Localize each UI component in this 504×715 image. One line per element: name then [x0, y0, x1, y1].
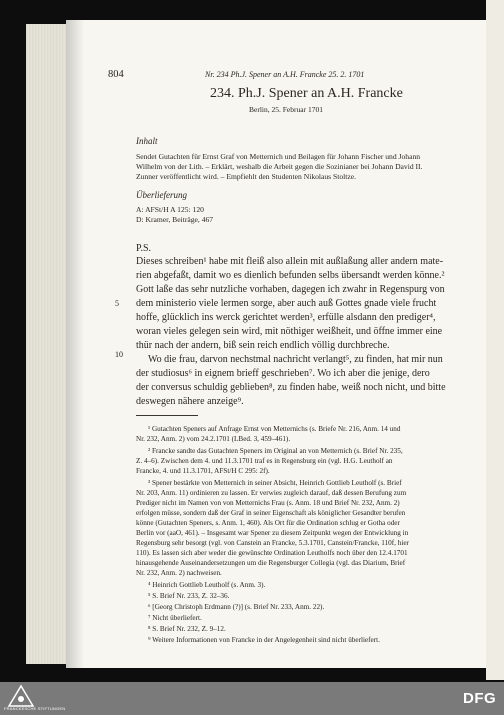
footnote-line: könne (Gutachten Speners, s. Anm. 1, 460). Als Ort für die Ordination schlug er Gotha oder [136, 519, 400, 527]
body-line: deswegen nähere anzeige⁹. [136, 396, 244, 407]
body-line: Wo die frau, darvon nechstmal nachricht verlangt⁵, zu finden, hat mir nun [148, 354, 443, 365]
right-margin-strip [486, 0, 504, 680]
footnote-line: erfolgen müsse, sondern daß der Graf in seiner Eigenschaft als königlicher Gesandter berufen [136, 509, 406, 517]
letter-dateline: Berlin, 25. Februar 1701 [249, 105, 323, 114]
body-line: der conversus schuldig geblieben⁸, zu finden habe, weiß noch nicht, und bitte [136, 382, 446, 393]
footnote-line: ² Francke sandte das Gutachten Speners im Original an von Metternich (s. Brief Nr. 235, [148, 447, 403, 455]
footnote-line: ⁸ S. Brief Nr. 232, Z. 9–12. [148, 625, 226, 633]
body-line: hoffe, glücklich ins werck gerichtet werden³, erfülle alsdann den prediger⁴, [136, 312, 436, 323]
footnote-line: Nr. 203, Anm. 11) ordinieren zu lassen. Er verwies zugleich darauf, daß dessen Berufung zum [136, 489, 407, 497]
body-line: thür nach der andern, biß sein reich endlich völlig durchbreche. [136, 340, 390, 351]
letter-title: 234. Ph.J. Spener an A.H. Francke [210, 86, 403, 101]
postscript-label: P.S. [136, 243, 152, 254]
line-number: 5 [115, 299, 119, 308]
footer-bar [0, 682, 504, 715]
gutter-shadow [66, 20, 84, 668]
footnote-line: hinausgehende Auseinandersetzungen um die Regensburger Collegia (vgl. das Diarium, Brief [136, 559, 406, 567]
footnote-line: Nr. 232, Anm. 2) nachweisen. [136, 569, 222, 577]
footnote-line: ⁴ Heinrich Gottlieb Leutholf (s. Anm. 3). [148, 581, 266, 589]
footnote-line: ⁵ S. Brief Nr. 233, Z. 32–36. [148, 592, 230, 600]
running-head: Nr. 234 Ph.J. Spener an A.H. Francke 25. 2. 1701 [205, 70, 365, 79]
body-line: woran vieles gelegen sein wird, mit nöthiger weißheit, und öffne immer eine [136, 326, 443, 337]
ueberlieferung-line: A: AFSt/H A 125: 120 [136, 205, 204, 214]
body-line: Dieses schreiben¹ habe mit fleiß also allein mit außlaßung aller andern mate- [136, 256, 444, 267]
library-name: FRANCKESCHE STIFTUNGEN [4, 706, 66, 711]
inhalt-line: Wilhelm von der Lith. – Erklärt, weshalb die Arbeit gegen die Sozinianer bei Johann David II. [136, 162, 423, 171]
body-line: rien abgefaßt, damit wo es dienlich befunden selbs übersandt werden könne.² [136, 270, 445, 281]
footnote-line: Regensburg sehr besorgt (vgl. von Canstein an Francke, 5.3.1701, Canstein/Francke, 110f, hier [136, 539, 409, 547]
footnote-line: ³ Spener bestärkte von Metternich in seiner Absicht, Heinrich Gottlieb Leutholf (s. Brief [148, 479, 402, 487]
footnote-line: Berlin vor (aaO, 461). – Insgesamt war Spener zu diesem Zeitpunkt wegen der Entwicklung in [136, 529, 409, 537]
dfg-logo: DFG [463, 690, 497, 707]
page-number: 804 [108, 69, 124, 80]
footnote-line: ⁶ [Georg Christoph Erdmann (?)] (s. Brief Nr. 233, Anm. 22). [148, 603, 325, 611]
footnote-line: ⁷ Nicht überliefert. [148, 614, 202, 622]
inhalt-heading: Inhalt [136, 136, 158, 146]
footnote-line: ¹ Gutachten Speners auf Anfrage Ernst von Metternichs (s. Briefe Nr. 216, Anm. 14 und [148, 425, 401, 433]
inhalt-line: Zunner veröffentlicht wird. – Empfiehlt den Studenten Nikolaus Stoltze. [136, 172, 357, 181]
footnote-line: ⁹ Weitere Informationen von Francke in der Angelegenheit sind nicht überliefert. [148, 636, 380, 644]
body-line: dem ministerio viele lermen sorge, aber auch auß Gottes gnade viele frucht [136, 298, 437, 309]
footnote-line: Nr. 232, Anm. 2) vom 24.2.1701 (LBed. 3, 459–461). [136, 435, 291, 443]
ueberlieferung-line: D: Kramer, Beiträge, 467 [136, 215, 214, 224]
footnote-line: 110). Es lassen sich aber weder die gewünschte Ordination Leutholfs noch über den 12.4.1701 [136, 549, 408, 557]
ueberlieferung-heading: Überlieferung [136, 190, 187, 200]
line-number: 10 [115, 350, 123, 359]
footnote-rule [136, 415, 198, 416]
body-line: der studiosus⁶ in eignem brieff geschrieben⁷. Wo ich aber die jenige, dero [136, 368, 430, 379]
body-line: Gott laße das sehr nutzliche vorhaben, dagegen ich zwahr in Regenspurg von [136, 284, 445, 295]
footnote-line: Prediger nicht im Namen von von Metternichs Frau (s. Anm. 18 und Brief Nr. 232, Anm. 2) [136, 499, 400, 507]
inhalt-line: Sendet Gutachten für Ernst Graf von Metternich und Beilagen für Johann Fischer und Johann [136, 152, 421, 161]
footnote-line: Francke, 4. und 11.3.1701, AFSt/H C 295: 2f). [136, 467, 270, 475]
footnote-line: Z. 4–6). Zwischen dem 4. und 11.3.1701 traf es in Regensburg ein (vgl. H.G. Leutholf an [136, 457, 393, 465]
